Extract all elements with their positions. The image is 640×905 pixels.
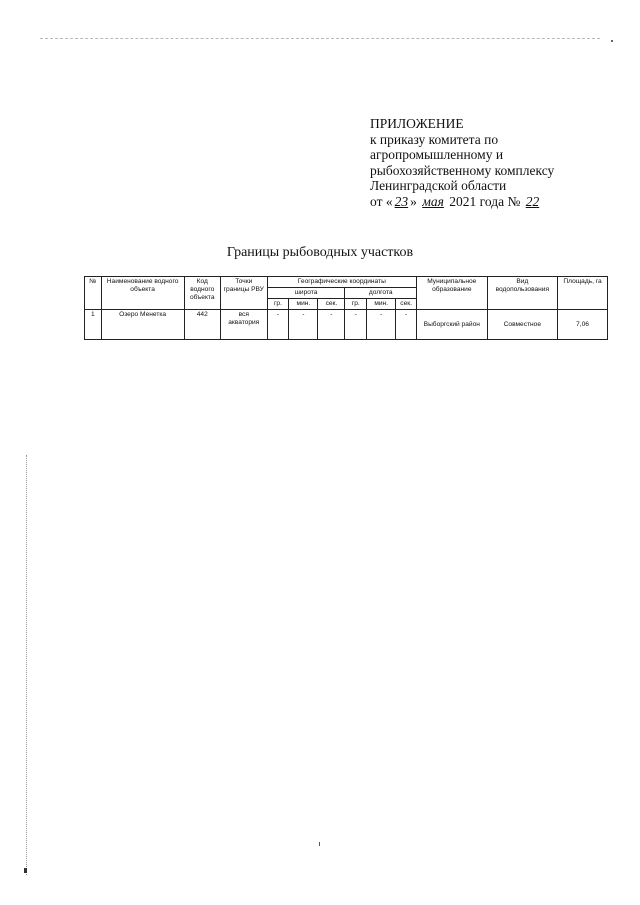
header-geo: Географические координаты bbox=[267, 277, 416, 288]
scan-artifact-corner bbox=[24, 868, 27, 873]
scan-artifact-left-edge bbox=[26, 455, 27, 875]
date-separator: » bbox=[410, 193, 421, 209]
header-num: № bbox=[85, 277, 102, 310]
handwritten-day: 23 bbox=[394, 193, 409, 209]
cell-lon-sec: - bbox=[396, 310, 417, 340]
header-area: Площадь, га bbox=[558, 277, 608, 310]
header-lat-sec: сек. bbox=[318, 299, 345, 310]
cell-area: 7,06 bbox=[558, 310, 608, 340]
cell-usage: Совместное bbox=[487, 310, 558, 340]
cell-lon-deg: - bbox=[345, 310, 367, 340]
cell-lon-min: - bbox=[367, 310, 396, 340]
header-lat-deg: гр. bbox=[267, 299, 289, 310]
scan-artifact-mark bbox=[319, 842, 320, 846]
header-latitude: широта bbox=[267, 288, 345, 299]
cell-lat-min: - bbox=[289, 310, 318, 340]
table-row bbox=[85, 310, 608, 340]
order-date-line bbox=[370, 194, 610, 210]
cell-name: Озеро Менетка bbox=[101, 310, 184, 340]
appendix-line-3: рыбохозяйственному комплексу bbox=[370, 162, 555, 178]
appendix-line-4: Ленинградской области bbox=[370, 178, 507, 193]
handwritten-month: мая bbox=[422, 193, 444, 209]
appendix-line-2: агропромышленному и bbox=[370, 147, 504, 162]
header-municipality: Муниципальное образование bbox=[417, 277, 488, 310]
header-lat-min: мин. bbox=[289, 299, 318, 310]
header-lon-sec: сек. bbox=[396, 299, 417, 310]
header-code: Код водного объекта bbox=[184, 277, 220, 310]
header-name: Наименование водного объекта bbox=[101, 277, 184, 310]
header-points: Точки границы РВУ bbox=[220, 277, 267, 310]
document-title: Границы рыбоводных участков bbox=[226, 245, 414, 260]
cell-points: вся акватория bbox=[220, 310, 267, 340]
date-prefix: от « bbox=[370, 193, 393, 209]
header-usage: Вид водопользования bbox=[487, 277, 558, 310]
scan-artifact-top-line bbox=[40, 38, 600, 39]
cell-lat-deg: - bbox=[267, 310, 289, 340]
handwritten-order-number: 22 bbox=[525, 193, 540, 209]
appendix-title: ПРИЛОЖЕНИЕ bbox=[370, 116, 464, 131]
cell-code: 442 bbox=[184, 310, 220, 340]
scan-artifact-dot bbox=[611, 40, 613, 42]
header-longitude: долгота bbox=[345, 288, 417, 299]
cell-num: 1 bbox=[85, 310, 102, 340]
header-lon-deg: гр. bbox=[345, 299, 367, 310]
appendix-header bbox=[370, 116, 610, 209]
fish-farming-borders-table bbox=[84, 276, 608, 340]
header-lon-min: мин. bbox=[367, 299, 396, 310]
appendix-line-1: к приказу комитета по bbox=[370, 131, 499, 147]
table-header-row-1 bbox=[85, 277, 608, 288]
date-year: 2021 года № bbox=[449, 193, 521, 209]
cell-municipality: Выборгский район bbox=[417, 310, 488, 340]
cell-lat-sec: - bbox=[318, 310, 345, 340]
